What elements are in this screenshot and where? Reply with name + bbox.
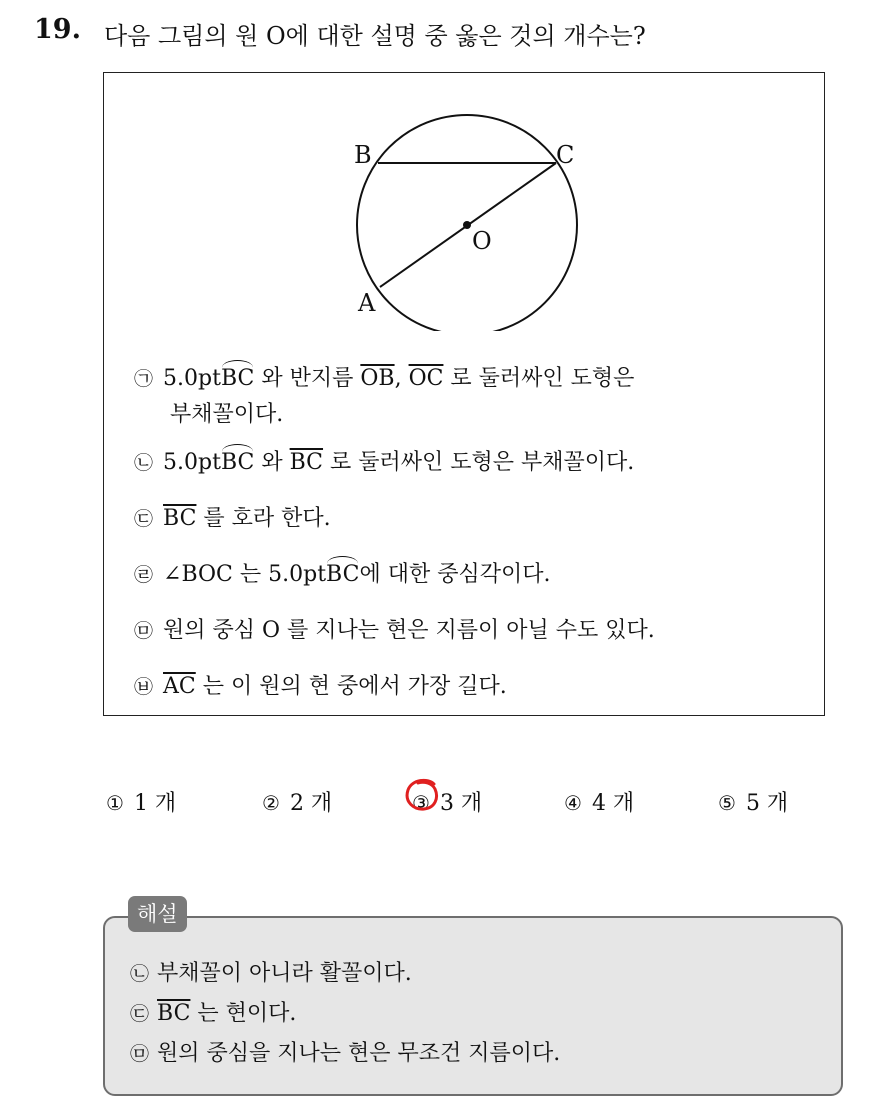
arc-bc: BC: [220, 450, 255, 475]
question-box: [103, 72, 825, 716]
statement-mark: ㉣: [134, 564, 154, 586]
center-point: [463, 221, 471, 229]
statement-2: ㉡ 5.0ptBC 와 $\overline{BC}$ 로 둘러싸인 도형은 부채꼴이다.: [134, 450, 635, 475]
label-b: B: [354, 141, 372, 169]
choice-1[interactable]: ① 1 개: [106, 791, 177, 816]
circle-diagram: [344, 91, 604, 331]
label-a: A: [358, 289, 376, 317]
solution-line-2: ㉢ $\overline{BC}$ 는 현이다.: [130, 1001, 297, 1026]
segment-bc: $\overline{BC}$: [157, 1001, 191, 1026]
statement-1: ㉠ 5.0ptBC 와 반지름 $\overline{OB}$, $\overline{OC}$ 로 둘러싸인 도형은: [134, 366, 635, 391]
statement-5: ㉤ 원의 중심 O 를 지나는 현은 지름이 아닐 수도 있다.: [134, 618, 655, 643]
statement-mark: ㉤: [134, 620, 154, 642]
answer-circle-mark: [404, 778, 440, 812]
question-number: 19.: [34, 14, 81, 45]
choice-2[interactable]: ② 2 개: [262, 791, 333, 816]
question-text: 다음 그림의 원 O에 대한 설명 중 옳은 것의 개수는?: [104, 22, 646, 50]
segment-bc: $\overline{BC}$: [163, 506, 197, 531]
circle-figure: [344, 91, 604, 335]
choice-3[interactable]: ③ 3 개: [412, 791, 483, 816]
statement-4: ㉣ ∠BOC 는 5.0ptBC에 대한 중심각이다.: [134, 562, 551, 587]
solution-line-3: ㉤ 원의 중심을 지나는 현은 무조건 지름이다.: [130, 1041, 561, 1066]
label-c: C: [556, 141, 575, 169]
choice-4[interactable]: ④ 4 개: [564, 791, 635, 816]
statement-mark: ㉥: [134, 676, 154, 698]
arc-bc: BC: [220, 366, 255, 391]
statement-1-continued: 부채꼴이다.: [170, 402, 284, 427]
statement-6: ㉥ $\overline{AC}$ 는 이 원의 현 중에서 가장 길다.: [134, 674, 507, 699]
segment-ac: $\overline{AC}$: [163, 674, 196, 699]
solution-line-1: ㉡ 부채꼴이 아니라 활꼴이다.: [130, 961, 412, 986]
statement-mark: ㉡: [134, 452, 154, 474]
segment-bc: $\overline{BC}$: [289, 450, 324, 475]
segment-ob: $\overline{OB}$: [360, 366, 395, 391]
statement-mark: ㉢: [134, 508, 154, 530]
label-o: O: [472, 227, 492, 255]
statement-mark: ㉠: [134, 368, 154, 390]
solution-tag: 해설: [128, 896, 187, 932]
arc-bc: BC: [326, 562, 360, 587]
statement-3: ㉢ $\overline{BC}$ 를 호라 한다.: [134, 506, 331, 531]
segment-oc: $\overline{OC}$: [408, 366, 444, 391]
choice-5[interactable]: ⑤ 5 개: [718, 791, 789, 816]
